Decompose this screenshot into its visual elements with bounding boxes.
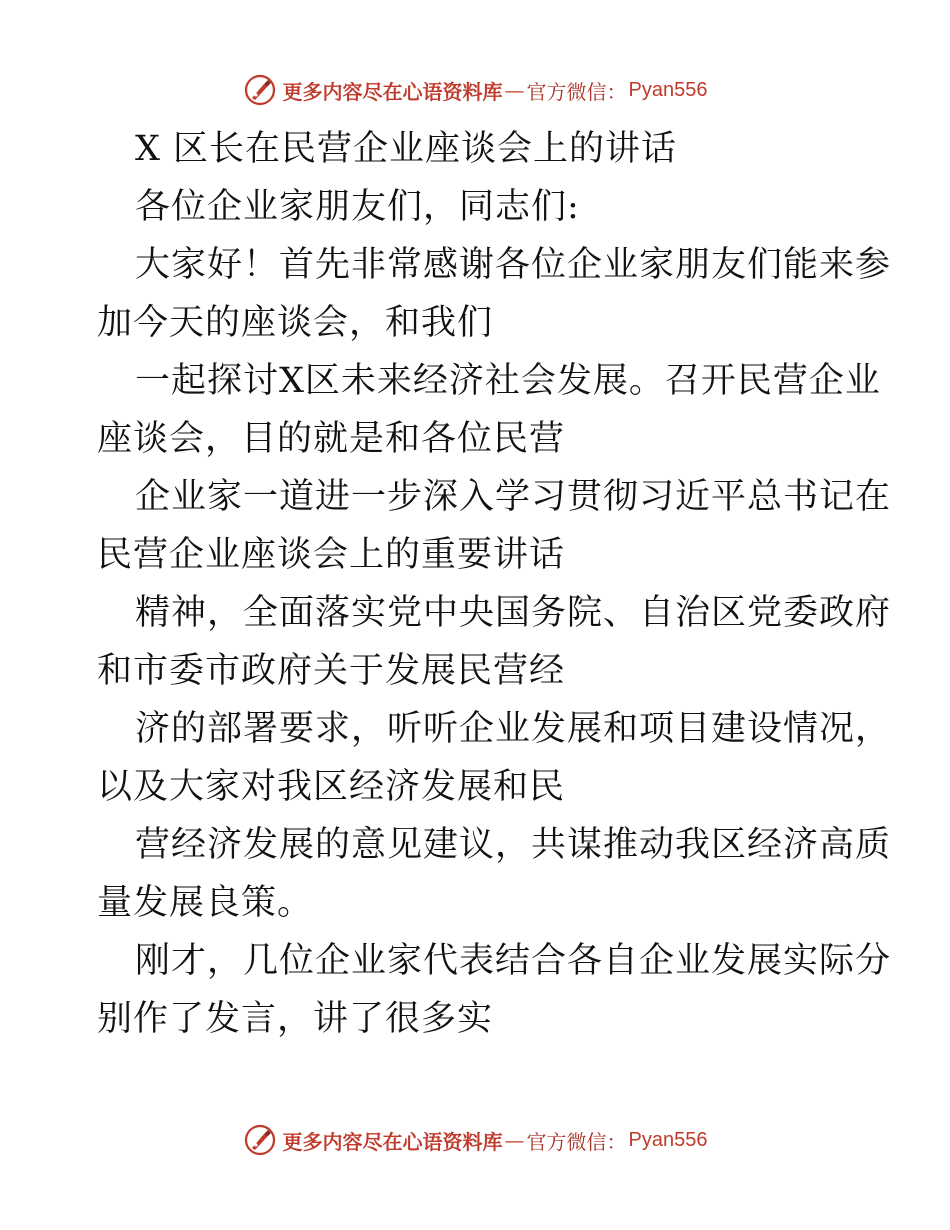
- banner-wechat-id: Pyan556: [628, 78, 708, 101]
- document-body: [97, 120, 892, 1048]
- banner-wechat-label: 官方微信：: [526, 1129, 627, 1154]
- body-line: 量发展良策。: [97, 883, 314, 923]
- body-line: 一起探讨X区未来经济社会发展。召开民营企业: [135, 361, 881, 401]
- body-line: 企业家一道进一步深入学习贯彻习近平总书记在: [135, 477, 892, 517]
- banner-dash: —: [504, 1128, 525, 1152]
- body-line: 和市委市政府关于发展民营经: [97, 651, 566, 691]
- body-line: 座谈会，目的就是和各位民营: [97, 419, 566, 459]
- document-title: X 区长在民营企业座谈会上的讲话: [135, 129, 678, 169]
- banner-main-text: 更多内容尽在心语资料库: [282, 79, 503, 104]
- banner-main-text: 更多内容尽在心语资料库: [282, 1129, 503, 1154]
- document-greeting: 各位企业家朋友们，同志们:: [135, 187, 580, 227]
- body-line: 精神，全面落实党中央国务院、自治区党委政府: [135, 593, 892, 633]
- body-line: 刚才，几位企业家代表结合各自企业发展实际分: [135, 941, 892, 981]
- pen-logo-icon: [243, 1123, 277, 1157]
- banner-wechat-label: 官方微信：: [526, 79, 627, 104]
- header-banner: [0, 70, 950, 110]
- banner-dash: —: [504, 78, 525, 102]
- body-line: 加今天的座谈会，和我们: [97, 303, 494, 343]
- footer-banner: [0, 1120, 950, 1160]
- body-line: 以及大家对我区经济发展和民: [97, 767, 566, 807]
- pen-logo-icon: [243, 73, 277, 107]
- body-line: 大家好！首先非常感谢各位企业家朋友们能来参: [135, 245, 892, 285]
- body-line: 济的部署要求，听听企业发展和项目建设情况，: [135, 709, 892, 749]
- body-line: 民营企业座谈会上的重要讲话: [97, 535, 566, 575]
- body-line: 别作了发言，讲了很多实: [97, 999, 494, 1039]
- banner-wechat-id: Pyan556: [628, 1128, 708, 1151]
- body-line: 营经济发展的意见建议，共谋推动我区经济高质: [135, 825, 892, 865]
